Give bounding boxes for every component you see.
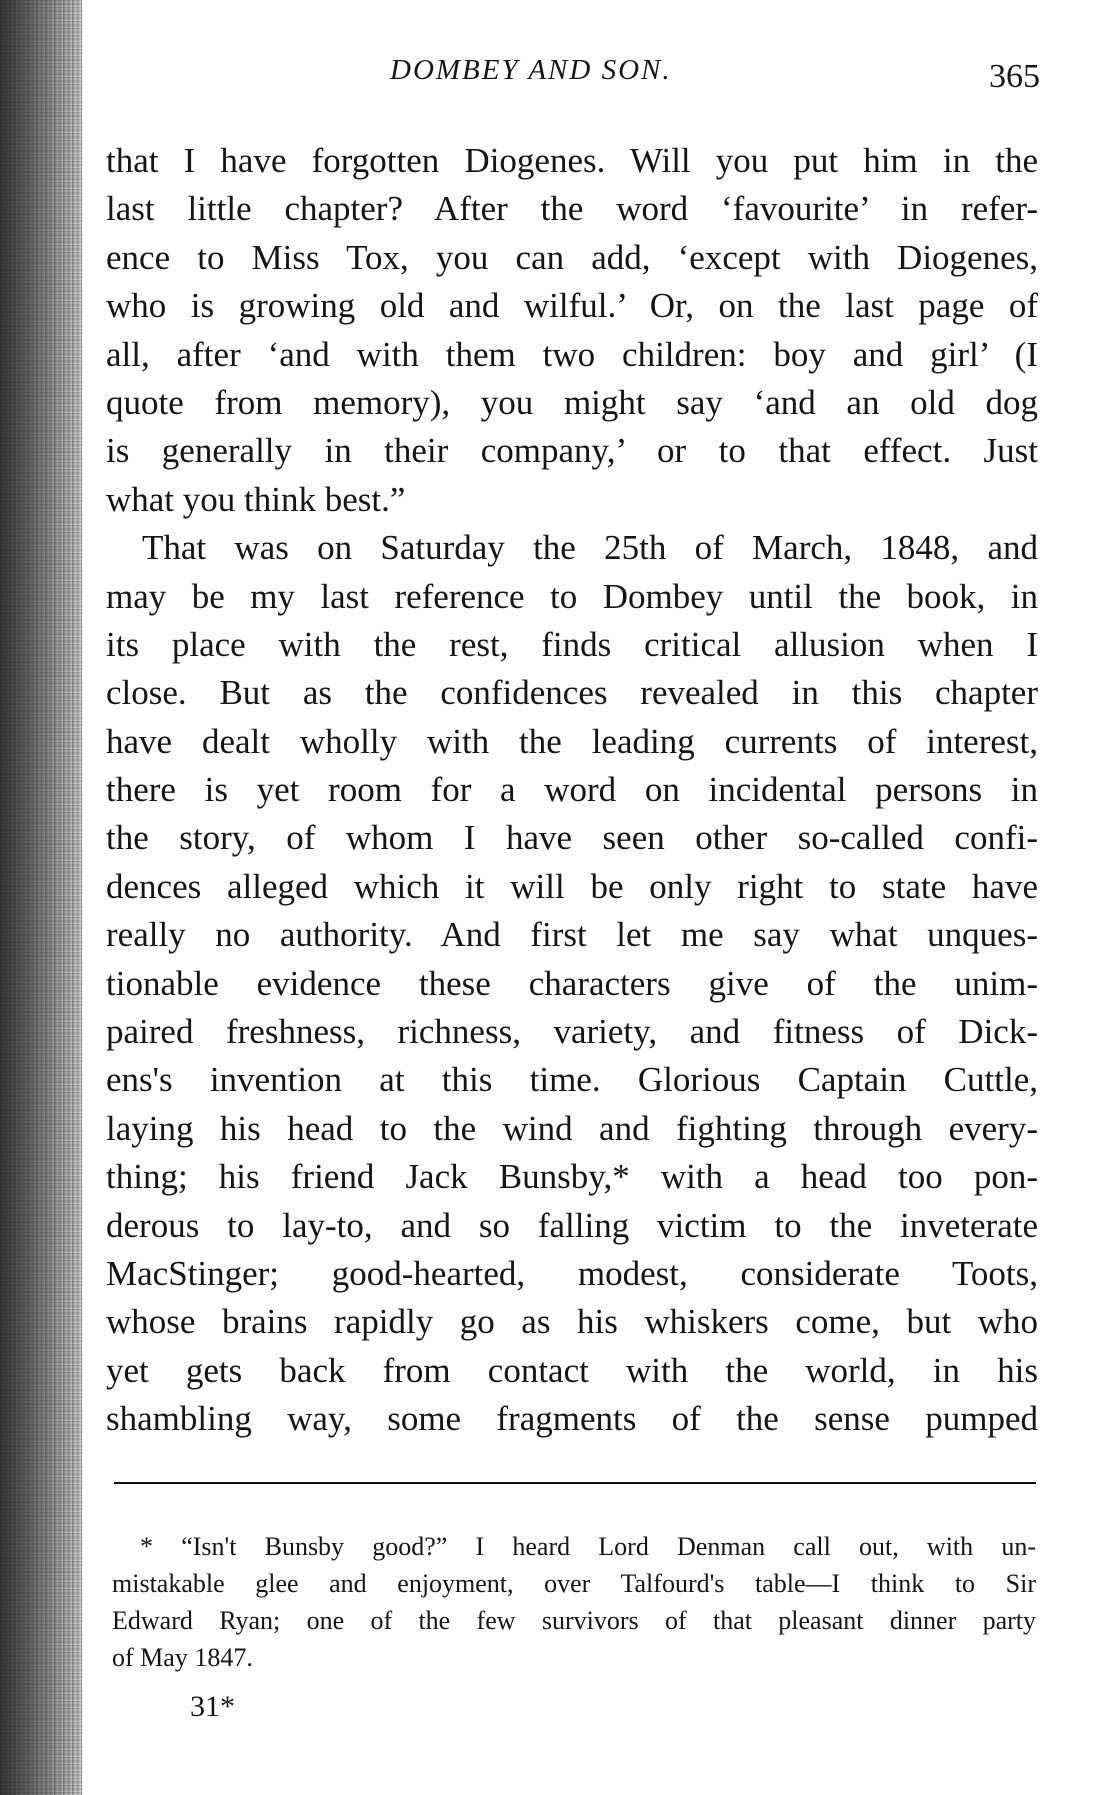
text-line: there is yet room for a word on incidental persons in xyxy=(106,770,1038,810)
page-number: 365 xyxy=(989,58,1040,95)
body-text xyxy=(106,137,1038,1444)
text-line: who is growing old and wilful.’ Or, on the last page of xyxy=(106,286,1038,326)
text-line: last little chapter? After the word ‘favourite’ in refer- xyxy=(106,189,1038,229)
text-line: dences alleged which it will be only right to state have xyxy=(106,866,1038,906)
signature-mark: 31* xyxy=(190,1690,235,1723)
binding-gutter-shadow xyxy=(0,0,82,1795)
text-line: close. But as the confidences revealed in this chapter xyxy=(106,673,1038,713)
paragraph-start-line: That was on Saturday the 25th of March, 1848, and xyxy=(142,528,1038,568)
text-line: what you think best.” xyxy=(106,479,406,519)
text-line: thing; his friend Jack Bunsby,* with a head too pon- xyxy=(106,1157,1038,1197)
text-line: the story, of whom I have seen other so-called confi- xyxy=(106,818,1038,858)
text-line: laying his head to the wind and fighting through every- xyxy=(106,1108,1038,1148)
text-line: whose brains rapidly go as his whiskers come, but who xyxy=(106,1302,1038,1342)
text-line: that I have forgotten Diogenes. Will you put him in the xyxy=(106,141,1038,180)
text-line: shambling way, some fragments of the sense pumped xyxy=(106,1399,1038,1439)
text-line: its place with the rest, finds critical allusion when I xyxy=(106,624,1038,664)
footnote-line: of May 1847. xyxy=(112,1643,253,1672)
footnote xyxy=(112,1528,1036,1676)
footnote-line: * “Isn't Bunsby good?” I heard Lord Denman call out, with un- xyxy=(140,1532,1036,1561)
text-line: derous to lay-to, and so falling victim to the inveterate xyxy=(106,1205,1038,1245)
running-title: DOMBEY AND SON. xyxy=(390,54,672,86)
text-line: ence to Miss Tox, you can add, ‘except with Diogenes, xyxy=(106,237,1038,277)
page-header xyxy=(110,48,1040,104)
text-line: MacStinger; good-hearted, modest, considerate Toots, xyxy=(106,1253,1038,1293)
text-line: quote from memory), you might say ‘and an old dog xyxy=(106,382,1038,422)
footnote-line: mistakable glee and enjoyment, over Talfourd's table—I think to Sir xyxy=(112,1569,1036,1598)
footnote-line: Edward Ryan; one of the few survivors of that pleasant dinner party xyxy=(112,1606,1036,1635)
footnote-divider xyxy=(114,1482,1036,1484)
text-line: have dealt wholly with the leading currents of interest, xyxy=(106,721,1038,761)
text-line: really no authority. And first let me say what unques- xyxy=(106,915,1038,955)
text-line: is generally in their company,’ or to that effect. Just xyxy=(106,431,1038,471)
text-line: may be my last reference to Dombey until the book, in xyxy=(106,576,1038,616)
text-line: ens's invention at this time. Glorious Captain Cuttle, xyxy=(106,1060,1038,1100)
text-line: all, after ‘and with them two children: boy and girl’ (I xyxy=(106,334,1038,374)
text-line: tionable evidence these characters give of the unim- xyxy=(106,963,1038,1003)
text-line: paired freshness, richness, variety, and fitness of Dick- xyxy=(106,1012,1038,1052)
text-line: yet gets back from contact with the world, in his xyxy=(106,1350,1038,1390)
